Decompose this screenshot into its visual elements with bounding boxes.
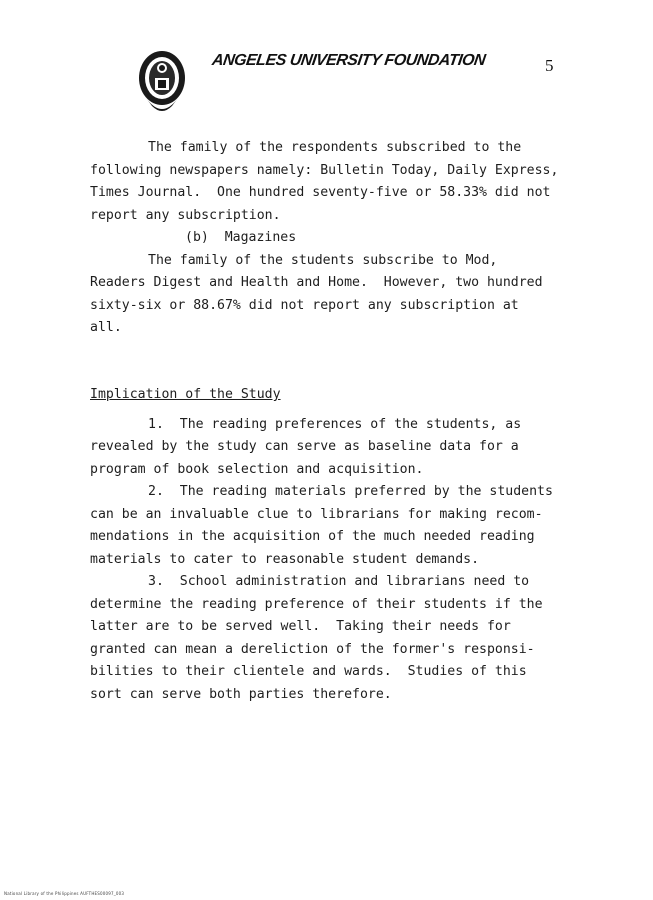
page-number: 5 — [545, 56, 554, 75]
text-line: mendations in the acquisition of the much needed reading — [90, 529, 535, 544]
text-line: sort can serve both parties therefore. — [90, 686, 392, 702]
text-line: following newspapers namely: Bulletin Today, Daily Express, — [90, 162, 559, 178]
text-line: The family of the respondents subscribed to the — [148, 140, 522, 155]
implication-2-first: 2. The reading materials preferred by the students — [148, 484, 553, 499]
text-line: latter are to be served well. Taking their needs for — [90, 619, 511, 634]
text-line: The family of the students subscribe to Mod, — [148, 252, 498, 268]
text-line: Readers Digest and Health and Home. However, two hundred — [90, 275, 543, 290]
text-line: sixty-six or 88.67% did not report any subscription at — [90, 297, 519, 313]
text-line: determine the reading preference of their students if the — [90, 596, 543, 612]
header-title: ANGELES UNIVERSITY FOUNDATION — [210, 52, 487, 69]
body-section-top — [90, 137, 590, 340]
text-line: bilities to their clientele and wards. Studies of this — [90, 664, 527, 679]
implication-1-first: 1. The reading preferences of the students, as — [148, 416, 522, 432]
implication-3-first: 3. School administration and librarians need to — [148, 574, 530, 589]
text-line: Times Journal. One hundred seventy-five or 58.33% did not — [90, 185, 551, 200]
implication-heading: Implication of the Study — [90, 387, 281, 402]
text-line: granted can mean a dereliction of the former's responsi- — [90, 641, 535, 657]
footer-stamp: National Library of the Philippines AUFTHES00097_003 — [4, 891, 125, 896]
text-line: report any subscription. — [90, 207, 281, 223]
text-line: can be an invaluable clue to librarians for making recom- — [90, 506, 543, 522]
text-line: revealed by the study can serve as baseline data for a — [90, 439, 519, 454]
text-line: all. — [90, 320, 122, 335]
subheading-magazines: (b) Magazines — [185, 230, 297, 245]
body-section-implications — [90, 384, 590, 706]
text-line: materials to cater to reasonable student demands. — [90, 551, 480, 567]
university-seal-icon — [136, 48, 188, 120]
text-line: program of book selection and acquisition. — [90, 461, 424, 477]
